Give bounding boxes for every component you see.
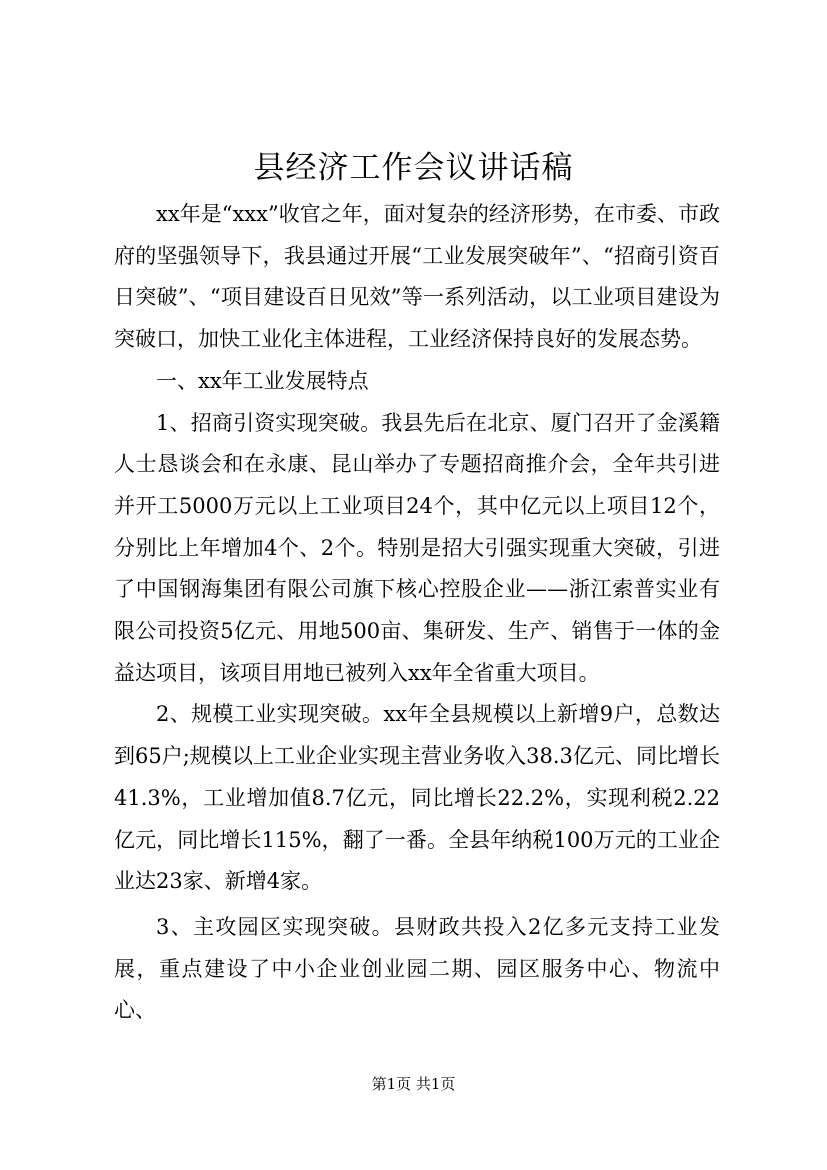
paragraph-intro: xx年是“xxx”收官之年，面对复杂的经济形势，在市委、市政府的坚强领导下，我县通过开展“工业发展突破年”、“招商引资百日突破”、“项目建设百日见效”等一系列活动，以工业项目建设为突破口，加快工业化主体进程，工业经济保持良好的发展态势。 [114,202,720,352]
paragraph-scale-industry: 2、规模工业实现突破。xx年全县规模以上新增9户，总数达到65户;规模以上工业企业实现主营业务收入38.3亿元、同比增长41.3%，工业增加值8.7亿元，同比增长22.2%，实现利税2.22亿元，同比增长115%，翻了一番。全县年纳税100万元的工业企业达23家、新增4家。 [114,702,720,894]
paragraph-industrial-park: 3、主攻园区实现突破。县财政共投入2亿多元支持工业发展，重点建设了中小企业创业园二期、园区服务中心、物流中心、 [114,914,720,1023]
document-title: 县经济工作会议讲话稿 [253,150,574,186]
document-body [114,194,720,1032]
paragraph-investment: 1、招商引资实现突破。我县先后在北京、厦门召开了金溪籍人士恳谈会和在永康、昆山举办了专题招商推介会，全年共引进并开工5000万元以上工业项目24个，其中亿元以上项目12个，分别比上年增加4个、2个。特别是招大引强实现重大突破，引进了中国钢海集团有限公司旗下核心控股企业——浙江索普实业有限公司投资5亿元、用地500亩、集研发、生产、销售于一体的金益达项目，该项目用地已被列入xx年全省重大项目。 [114,410,720,685]
section-heading: 一、xx年工业发展特点 [156,368,369,393]
page-number-footer: 第1页 共1页 [371,1075,456,1093]
